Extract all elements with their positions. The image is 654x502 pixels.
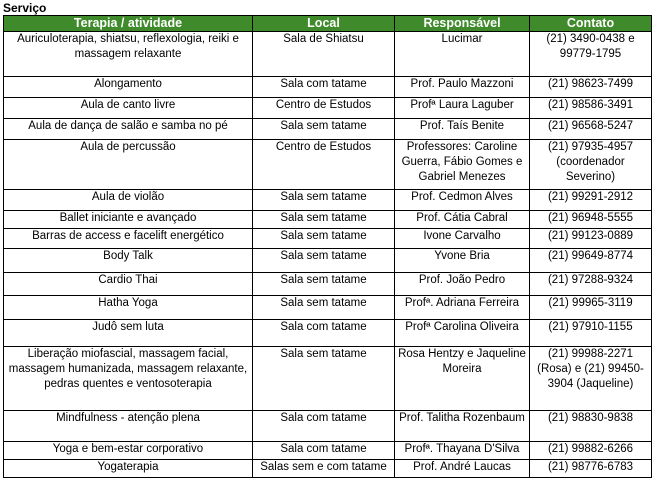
- cell-contact: (21) 97935-4957 (coordenador Severino): [530, 140, 652, 190]
- table-row: [4, 119, 652, 140]
- cell-location: Sala com tatame: [253, 77, 395, 98]
- cell-location: Sala com tatame: [253, 442, 395, 460]
- cell-activity: Barras de access e facelift energético: [4, 229, 253, 249]
- cell-activity: Ballet iniciante e avançado: [4, 211, 253, 229]
- cell-activity: Aula de dança de salão e samba no pé: [4, 119, 253, 140]
- services-table: [3, 15, 652, 478]
- cell-responsible: Profª Carolina Oliveira: [395, 320, 530, 347]
- column-header-activity: Terapia / atividade: [4, 16, 253, 32]
- cell-responsible: Prof. André Laucas: [395, 460, 530, 478]
- column-header-location: Local: [253, 16, 395, 32]
- table-row: [4, 190, 652, 211]
- cell-location: Sala sem tatame: [253, 273, 395, 296]
- table-row: [4, 77, 652, 98]
- cell-responsible: Prof. Talitha Rozenbaum: [395, 411, 530, 442]
- cell-responsible: Prof. João Pedro: [395, 273, 530, 296]
- cell-contact: (21) 3490-0438 e 99779-1795: [530, 32, 652, 77]
- cell-location: Sala sem tatame: [253, 229, 395, 249]
- cell-contact: (21) 99882-6266: [530, 442, 652, 460]
- cell-responsible: Prof. Taís Benite: [395, 119, 530, 140]
- cell-contact: (21) 99291-2912: [530, 190, 652, 211]
- cell-activity: Hatha Yoga: [4, 296, 253, 320]
- table-row: [4, 273, 652, 296]
- table-row: [4, 229, 652, 249]
- cell-location: Sala com tatame: [253, 320, 395, 347]
- cell-location: Sala sem tatame: [253, 296, 395, 320]
- cell-contact: (21) 96568-5247: [530, 119, 652, 140]
- cell-location: Centro de Estudos: [253, 140, 395, 190]
- table-row: [4, 98, 652, 119]
- cell-activity: Judô sem luta: [4, 320, 253, 347]
- page-title: Serviço: [3, 1, 47, 15]
- cell-contact: (21) 99649-8774: [530, 249, 652, 273]
- table-row: [4, 442, 652, 460]
- cell-responsible: Yvone Bria: [395, 249, 530, 273]
- cell-activity: Mindfulness - atenção plena: [4, 411, 253, 442]
- table-row: [4, 411, 652, 442]
- cell-contact: (21) 99123-0889: [530, 229, 652, 249]
- cell-activity: Yoga e bem-estar corporativo: [4, 442, 253, 460]
- cell-responsible: Lucimar: [395, 32, 530, 77]
- table-row: [4, 32, 652, 77]
- cell-responsible: Prof. Cátia Cabral: [395, 211, 530, 229]
- cell-location: Sala sem tatame: [253, 119, 395, 140]
- cell-responsible: Profª. Thayana D'Silva: [395, 442, 530, 460]
- cell-activity: Aula de canto livre: [4, 98, 253, 119]
- table-row: [4, 249, 652, 273]
- cell-responsible: Profª Laura Laguber: [395, 98, 530, 119]
- table-row: [4, 140, 652, 190]
- table-row: [4, 347, 652, 411]
- cell-activity: Yogaterapia: [4, 460, 253, 478]
- cell-contact: (21) 98776-6783: [530, 460, 652, 478]
- cell-activity: Aula de percussão: [4, 140, 253, 190]
- cell-contact: (21) 96948-5555: [530, 211, 652, 229]
- cell-responsible: Rosa Hentzy e Jaqueline Moreira: [395, 347, 530, 411]
- cell-location: Sala sem tatame: [253, 211, 395, 229]
- cell-contact: (21) 98586-3491: [530, 98, 652, 119]
- table-row: [4, 320, 652, 347]
- cell-activity: Aula de violão: [4, 190, 253, 211]
- cell-activity: Body Talk: [4, 249, 253, 273]
- cell-activity: Alongamento: [4, 77, 253, 98]
- cell-activity: Liberação miofascial, massagem facial, massagem humanizada, massagem relaxante, pedras quentes e ventosoterapia: [4, 347, 253, 411]
- cell-contact: (21) 98623-7499: [530, 77, 652, 98]
- cell-contact: (21) 98830-9838: [530, 411, 652, 442]
- table-row: [4, 211, 652, 229]
- cell-responsible: Profª. Adriana Ferreira: [395, 296, 530, 320]
- cell-contact: (21) 97288-9324: [530, 273, 652, 296]
- table-row: [4, 296, 652, 320]
- cell-responsible: Prof. Paulo Mazzoni: [395, 77, 530, 98]
- cell-location: Sala sem tatame: [253, 190, 395, 211]
- cell-location: Sala com tatame: [253, 411, 395, 442]
- cell-activity: Cardio Thai: [4, 273, 253, 296]
- column-header-responsible: Responsável: [395, 16, 530, 32]
- table-row: [4, 460, 652, 478]
- cell-contact: (21) 97910-1155: [530, 320, 652, 347]
- cell-location: Sala sem tatame: [253, 347, 395, 411]
- cell-responsible: Ivone Carvalho: [395, 229, 530, 249]
- cell-contact: (21) 99965-3119: [530, 296, 652, 320]
- cell-location: Sala sem tatame: [253, 249, 395, 273]
- column-header-contact: Contato: [530, 16, 652, 32]
- cell-responsible: Professores: Caroline Guerra, Fábio Gomes e Gabriel Menezes: [395, 140, 530, 190]
- cell-activity: Auriculoterapia, shiatsu, reflexologia, reiki e massagem relaxante: [4, 32, 253, 77]
- table-header-row: [4, 16, 652, 32]
- cell-location: Salas sem e com tatame: [253, 460, 395, 478]
- cell-location: Sala de Shiatsu: [253, 32, 395, 77]
- cell-responsible: Prof. Cedmon Alves: [395, 190, 530, 211]
- cell-location: Centro de Estudos: [253, 98, 395, 119]
- cell-contact: (21) 99988-2271 (Rosa) e (21) 99450-3904 (Jaqueline): [530, 347, 652, 411]
